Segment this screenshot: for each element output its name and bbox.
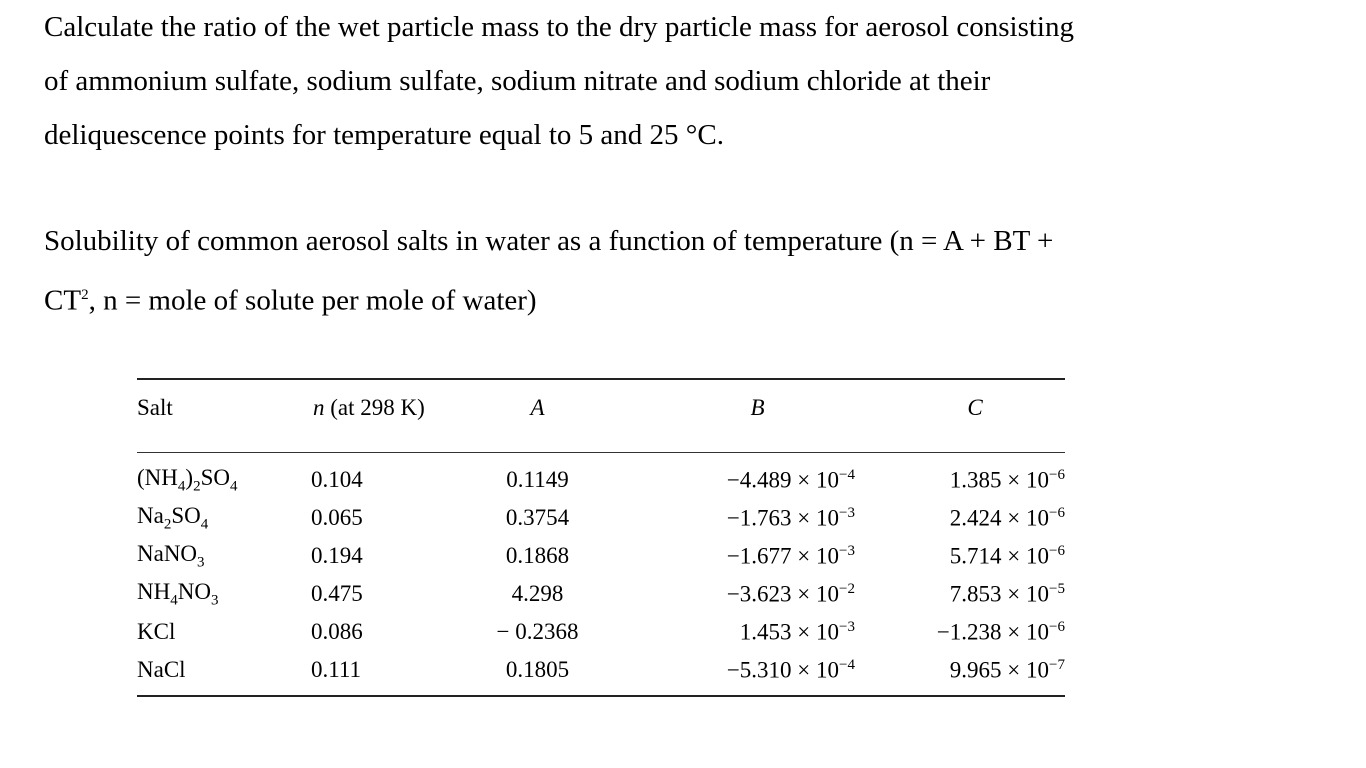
caption-part-1: Solubility of common aerosol salts in water as a function of temperature (n = A + BT + <box>44 225 1054 257</box>
header-c <box>855 395 1065 421</box>
cell-b-mantissa: 1.453 × 10 <box>739 619 840 645</box>
cell-b-exponent: −4 <box>839 656 855 673</box>
cell-c-exponent: −6 <box>1049 618 1065 635</box>
salt-subscript: 4 <box>170 592 178 609</box>
cell-c-exponent: −6 <box>1049 466 1065 483</box>
cell-c-exponent: −5 <box>1049 580 1065 597</box>
cell-c-mantissa: 9.965 × 10 <box>949 657 1050 683</box>
cell-c <box>855 657 1065 684</box>
salt-text: Na <box>137 502 164 528</box>
cell-b-exponent: −3 <box>839 504 855 521</box>
header-n-rest: (at 298 K) <box>324 395 425 420</box>
cell-c-mantissa: −1.238 × 10 <box>936 619 1050 645</box>
cell-salt <box>137 657 295 683</box>
cell-a: 0.3754 <box>505 505 570 530</box>
header-n <box>295 395 455 421</box>
caption-superscript: 2 <box>81 287 89 303</box>
cell-b-exponent: −3 <box>839 542 855 559</box>
cell-n: 0.086 <box>311 619 363 644</box>
cell-b-mantissa: −1.677 × 10 <box>726 543 840 569</box>
salt-text: NO <box>177 578 211 604</box>
caption-part-2-post: , n = mole of solute per mole of water) <box>88 284 537 317</box>
cell-b-exponent: −3 <box>839 618 855 635</box>
salt-text: NaCl <box>137 657 186 682</box>
salt-subscript: 4 <box>200 516 209 533</box>
cell-salt <box>137 579 295 610</box>
salt-subscript: 3 <box>197 554 205 571</box>
salt-subscript: 2 <box>163 516 172 533</box>
header-c-label: C <box>967 395 983 420</box>
salt-subscript: 3 <box>210 592 219 609</box>
table-row <box>137 461 1065 499</box>
cell-c-mantissa: 1.385 × 10 <box>949 467 1050 493</box>
cell-b-exponent: −4 <box>839 466 855 483</box>
salt-text: KCl <box>137 619 176 644</box>
cell-b <box>620 619 855 646</box>
problem-line-2: of ammonium sulfate, sodium sulfate, sodium nitrate and sodium chloride at their <box>44 65 991 97</box>
cell-salt <box>137 465 295 496</box>
header-b-label: B <box>750 395 765 420</box>
solubility-table <box>137 378 1065 697</box>
header-a-label: A <box>530 395 545 420</box>
table-row <box>137 613 1065 651</box>
header-a <box>455 395 620 421</box>
cell-c <box>855 543 1065 570</box>
table-row <box>137 537 1065 575</box>
salt-subscript: 4 <box>229 478 238 495</box>
cell-b <box>620 657 855 684</box>
salt-subscript: 4 <box>177 478 186 495</box>
salt-text: SO <box>171 502 201 528</box>
header-b <box>620 395 855 421</box>
table-bottom-rule <box>137 695 1065 697</box>
cell-n: 0.194 <box>311 543 363 568</box>
table-caption <box>44 214 1174 328</box>
cell-n: 0.104 <box>311 467 363 492</box>
salt-text: SO <box>200 464 230 490</box>
problem-line-3: deliquescence points for temperature equal to 5 and 25 °C. <box>44 119 724 151</box>
salt-text: NaNO <box>137 540 198 566</box>
cell-salt <box>137 541 295 572</box>
cell-a: 4.298 <box>511 581 564 606</box>
caption-part-2-pre: CT <box>44 284 82 317</box>
cell-b-mantissa: −3.623 × 10 <box>726 581 840 607</box>
table-header-row <box>137 380 1065 436</box>
cell-n: 0.475 <box>311 581 363 606</box>
salt-text: NH <box>137 578 171 604</box>
cell-salt <box>137 503 295 534</box>
problem-statement <box>44 0 1174 162</box>
cell-b-mantissa: −1.763 × 10 <box>726 505 840 531</box>
problem-line-1: Calculate the ratio of the wet particle mass to the dry particle mass for aerosol consisting <box>44 11 1074 43</box>
salt-text: ) <box>185 464 194 490</box>
cell-c-exponent: −6 <box>1049 542 1065 559</box>
cell-c <box>855 581 1065 608</box>
cell-c <box>855 467 1065 494</box>
cell-b-exponent: −2 <box>839 580 855 597</box>
cell-b <box>620 505 855 532</box>
cell-b <box>620 581 855 608</box>
salt-subscript: 2 <box>193 478 201 495</box>
cell-c <box>855 619 1065 646</box>
cell-c-mantissa: 2.424 × 10 <box>949 505 1050 531</box>
table-row <box>137 499 1065 537</box>
cell-b <box>620 467 855 494</box>
cell-c-exponent: −7 <box>1049 656 1065 673</box>
table-row <box>137 651 1065 689</box>
cell-salt <box>137 619 295 645</box>
table-row <box>137 575 1065 613</box>
header-salt: Salt <box>137 395 173 420</box>
header-n-var: n <box>313 395 325 420</box>
cell-c-exponent: −6 <box>1049 504 1065 521</box>
cell-a: 0.1805 <box>505 657 570 682</box>
cell-a: 0.1868 <box>505 543 570 568</box>
cell-a: − 0.2368 <box>496 619 579 644</box>
cell-c-mantissa: 7.853 × 10 <box>949 581 1050 607</box>
salt-text: (NH <box>137 464 178 490</box>
cell-b-mantissa: −5.310 × 10 <box>726 657 840 683</box>
table-body <box>137 453 1065 695</box>
cell-c <box>855 505 1065 532</box>
cell-c-mantissa: 5.714 × 10 <box>949 543 1050 569</box>
cell-n: 0.111 <box>311 657 362 682</box>
cell-b <box>620 543 855 570</box>
cell-a: 0.1149 <box>506 467 569 492</box>
cell-n: 0.065 <box>311 505 363 530</box>
cell-b-mantissa: −4.489 × 10 <box>726 467 840 493</box>
